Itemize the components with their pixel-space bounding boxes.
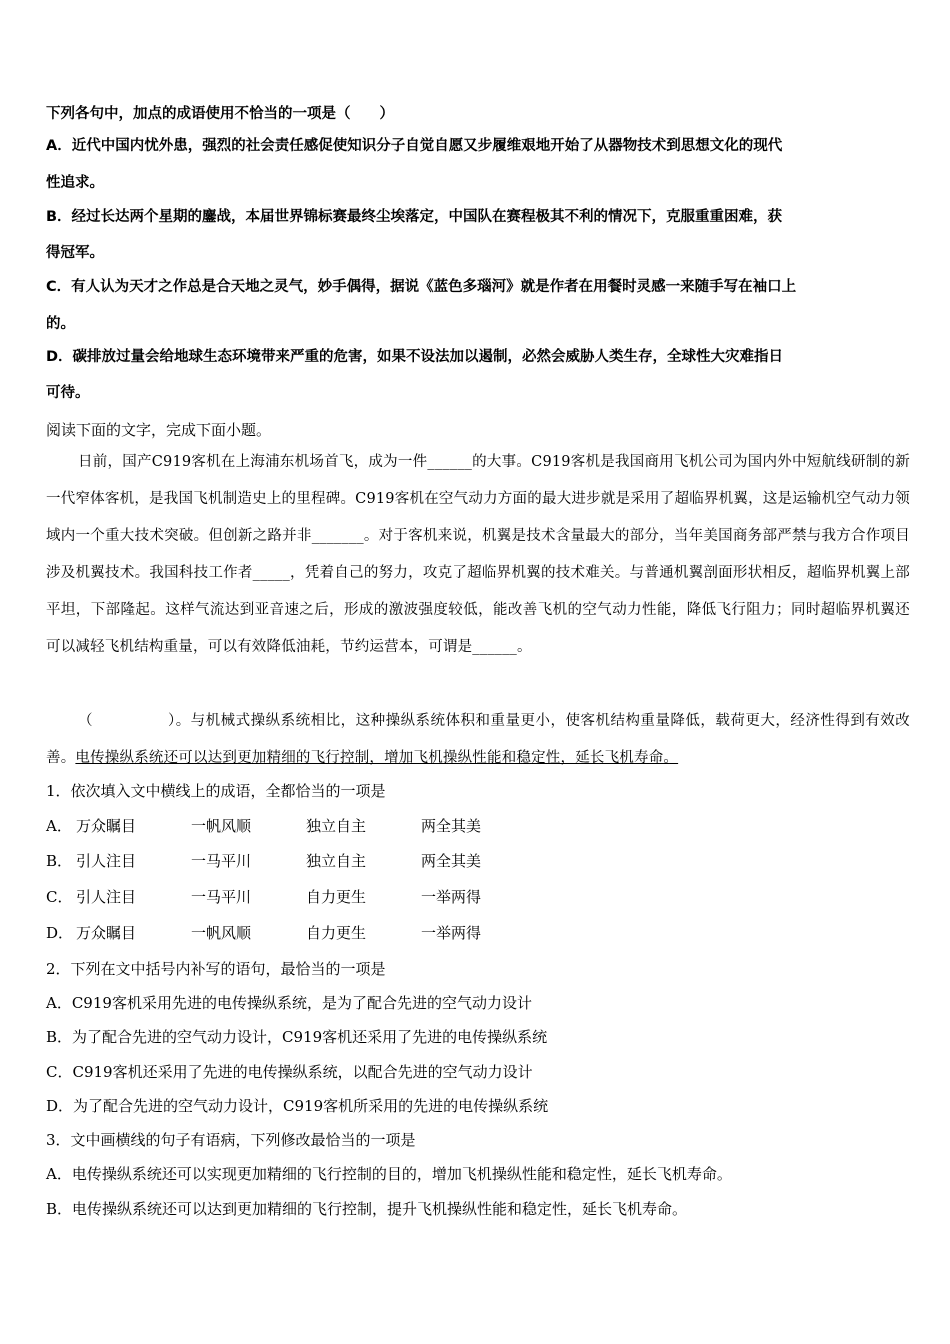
question-1-stem: 1．依次填入文中横线上的成语，全都恰当的一项是 xyxy=(46,782,386,800)
idiom-4: 两全其美 xyxy=(421,852,482,870)
reading-passage-1: 日前，国产C919客机在上海浦东机场首飞，成为一件______的大事。C919客机是我国商用飞机公司为国内外中短航线研制的新一代窄体客机，是我国飞机制造史上的里程碑。C919客机在空气动力方面的最大进步就是采用了超临界机翼，这是运输机空气动力领域内一个重大技术突破。但创新之路并非_______。对于客机来说，机翼是技术含量最大的部分，当年美国商务部严禁与我方合作项目涉及机翼技术。我国科技工作者_____，凭着自己的努力，攻克了超临界机翼的技术难关。与普通机翼剖面形状相反，超临界机翼上部平坦，下部隆起。这样气流达到亚音速之后，形成的激波强度较低，能改善飞机的空气动力性能，降低飞行阻力；同时超临界机翼还可以减轻飞机结构重量，可以有效降低油耗，节约运营本，可谓是______。 xyxy=(46,454,910,655)
reading-passage-2 xyxy=(46,703,910,777)
idiom-1: 万众瞩目 xyxy=(76,924,137,942)
question-1-option-a xyxy=(46,816,481,836)
idiom-4: 一举两得 xyxy=(421,924,482,942)
question-3-option-a: A．电传操纵系统还可以实现更加精细的飞行控制的目的，增加飞机操纵性能和稳定性，延长飞机寿命。 xyxy=(46,1165,732,1183)
idiom-1: 引人注目 xyxy=(76,888,137,906)
passage-2-text: （ ）。与机械式操纵系统相比，这种操纵系统体积和重量更小，使客机结构重量降低，载荷更大，经济性得到有效改善。 xyxy=(46,713,910,766)
idiom-2: 一马平川 xyxy=(191,852,252,870)
question-2-option-b: B．为了配合先进的空气动力设计，C919客机还采用了先进的电传操纵系统 xyxy=(46,1028,548,1046)
idiom-3: 自力更生 xyxy=(306,924,367,942)
question-1-option-c xyxy=(46,887,481,907)
idiom-3: 独立自主 xyxy=(306,852,367,870)
question-3-option-b: B．电传操纵系统还可以达到更加精细的飞行控制，提升飞机操纵性能和稳定性，延长飞机寿命。 xyxy=(46,1200,688,1218)
idiom-3: 独立自主 xyxy=(306,817,367,835)
idiom-3: 自力更生 xyxy=(306,888,367,906)
option-letter: A． xyxy=(46,817,72,835)
idiom-1: 引人注目 xyxy=(76,852,137,870)
option-a-line-2: 性追求。 xyxy=(46,175,104,191)
idiom-2: 一帆风顺 xyxy=(191,924,252,942)
option-d-line-1: D．碳排放过量会给地球生态环境带来严重的危害，如果不设法加以遏制，必然会威胁人类生存，全球性大灾难指日 xyxy=(46,349,784,365)
option-b-line-1: B．经过长达两个星期的鏖战，本届世界锦标赛最终尘埃落定，中国队在赛程极其不利的情况下，克服重重困难，获 xyxy=(46,209,783,225)
question-1-option-b xyxy=(46,851,481,871)
option-c-line-1: C．有人认为天才之作总是合天地之灵气，妙手偶得，据说《蓝色多瑙河》就是作者在用餐时灵感一来随手写在袖口上 xyxy=(46,279,797,295)
idiom-2: 一马平川 xyxy=(191,888,252,906)
question-2-stem: 2．下列在文中括号内补写的语句，最恰当的一项是 xyxy=(46,960,386,978)
option-letter: B． xyxy=(46,852,73,870)
underlined-sentence: 电传操纵系统还可以达到更加精细的飞行控制，增加飞机操纵性能和稳定性，延长飞机寿命。 xyxy=(75,750,679,766)
option-a-line-1: A．近代中国内忧外患，强烈的社会责任感促使知识分子自觉自愿又步履维艰地开始了从器物技术到思想文化的现代 xyxy=(46,138,783,154)
question-1-option-d xyxy=(46,923,481,943)
idiom-4: 两全其美 xyxy=(421,817,482,835)
question-2-option-c: C．C919客机还采用了先进的电传操纵系统，以配合先进的空气动力设计 xyxy=(46,1063,533,1081)
option-c-line-2: 的。 xyxy=(46,316,75,332)
option-letter: D． xyxy=(46,924,74,942)
question-3-stem: 3．文中画横线的句子有语病，下列修改最恰当的一项是 xyxy=(46,1131,416,1149)
question-2-option-d: D．为了配合先进的空气动力设计，C919客机所采用的先进的电传操纵系统 xyxy=(46,1097,549,1115)
question-2-option-a: A．C919客机采用先进的电传操纵系统，是为了配合先进的空气动力设计 xyxy=(46,994,532,1012)
idiom-4: 一举两得 xyxy=(421,888,482,906)
option-b-line-2: 得冠军。 xyxy=(46,245,104,261)
idiom-1: 万众瞩目 xyxy=(76,817,137,835)
reading-intro: 阅读下面的文字，完成下面小题。 xyxy=(46,421,272,439)
idiom-2: 一帆风顺 xyxy=(191,817,252,835)
question-idiom-stem: 下列各句中，加点的成语使用不恰当的一项是（ ） xyxy=(46,106,394,122)
option-d-line-2: 可待。 xyxy=(46,385,90,401)
option-letter: C． xyxy=(46,888,73,906)
